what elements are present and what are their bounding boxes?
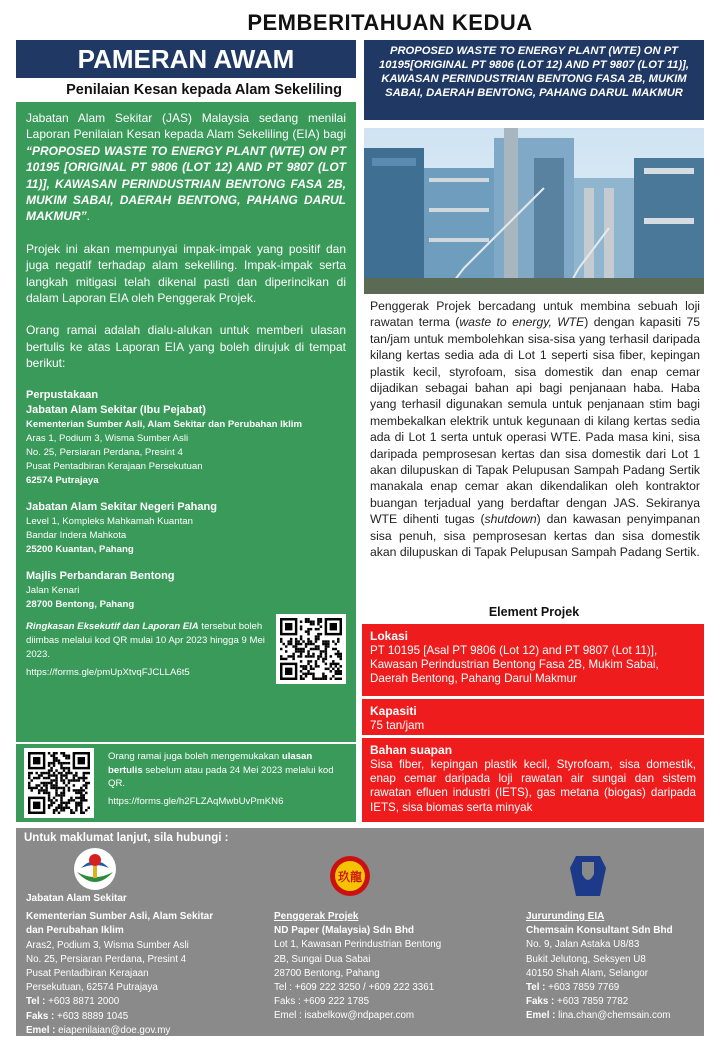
report-qr-code[interactable] [276,614,346,684]
info-panel [16,102,356,742]
comment-panel: Orang ramai juga boleh mengemukakan ulasan bertulis sebelum atau pada 24 Mei 2023 melalui kod QR. https://forms.gle/h2FLZAqMwbUvPmKN6 [16,742,356,822]
project-title-box: PROPOSED WASTE TO ENERGY PLANT (WTE) ON PT 10195[ORIGINAL PT 9806 (LOT 12) AND PT 9807 (LOT 11)], KAWASAN PERINDUSTRIAN BENTONG FASA 2B, MUKIM SABAI, DAERAH BENTONG, PAHANG DARUL MAKMUR [364,40,704,120]
chemsain-logo-icon [568,854,608,903]
location-library: Perpustakaan Jabatan Alam Sekitar (Ibu Pejabat) Kementerian Sumber Asli, Alam Sekitar dan Perubahan Iklim Aras 1, Podium 3, Wisma Sumber Asli No. 25, Persiaran Perdana, Presint 4 Pusat Pentadbiran Kerajaan Persekutuan 62574 Putrajaya [26,388,302,486]
element-heading: Element Projek [488,605,580,619]
intro-paragraph: Jabatan Alam Sekitar (JAS) Malaysia sedang menilai Laporan Penilaian Kesan kepada Alam Sekeliling (EIA) bagi “PROPOSED WASTE TO ENERGY PLANT (WTE) ON PT 10195 [ORIGINAL PT 9806 (LOT 12) AND PT 9807 (LOT 11)], KAWASAN PERINDUSTRIAN BENTONG FASA 2B, MUKIM SABAI, DAERAH BENTONG, PAHANG DARUL MAKMUR”. [26,111,346,224]
qr-report-section: Ringkasan Eksekutif dan Laporan EIA tersebut boleh diimbas melalui kod QR mulai 10 Apr 2023 hingga 9 Mei 2023. https://forms.gle/pmUpXtvqFJCLLA6t5 [26,620,346,692]
contact-footer [16,828,704,1036]
ndpaper-logo-icon [328,854,372,903]
notice-title: PEMBERITAHUAN KEDUA [247,10,533,35]
consultant-email[interactable]: lina.chan@chemsain.com [555,1010,671,1022]
impact-paragraph: Projek ini akan mempunyai impak-impak yang positif dan juga negatif terhadap alam sekeliling. Impak-impak serta langkah mitigasi telah dikenal pasti dan diperincikan di dalam Laporan EIA oleh Penggerak Projek. [26,241,346,306]
proponent-email[interactable]: Emel : isabelkow@ndpaper.com [274,1010,415,1022]
project-name: “PROPOSED WASTE TO ENERGY PLANT (WTE) ON PT 10195 [ORIGINAL PT 9806 (LOT 12) AND PT 9807 (LOT 11)], KAWASAN PERINDUSTRIAN BENTONG FASA 2B, MUKIM SABAI, DAERAH BENTONG, PAHANG DARUL MAKMUR” [26,143,346,224]
bahan-suapan-box: Bahan suapan Sisa fiber, kepingan plastik kecil, Styrofoam, sisa domestik, enap cemar daripada loji rawatan air sungai dan sistem rawatan efluen industri (IETS), gas metana (biogas) daripada IETS, sisa biomas serta minyak [362,738,704,822]
eia-subheading: Penilaian Kesan kepada Alam Sekeliling [66,82,342,98]
comment-qr-code[interactable] [24,748,94,818]
jas-email[interactable]: eiapenilaian@doe.gov.my [55,1024,171,1036]
kapasiti-box: Kapasiti 75 tan/jam [362,699,704,735]
invite-paragraph: Orang ramai adalah dialu-alukan untuk memberi ulasan bertulis ke atas Laporan EIA yang boleh dirujuk di tempat berikut: [26,323,346,371]
lokasi-box: Lokasi PT 10195 [Asal PT 9806 (Lot 12) and PT 9807 (Lot 11)], Kawasan Perindustrian Bentong Fasa 2B, Mukim Sabai, Daerah Bentong, Pahang Darul Makmur [362,624,704,696]
comment-form-link[interactable]: https://forms.gle/h2FLZAqMwbUvPmKN6 [108,796,284,807]
jas-logo-icon [72,846,118,897]
contact-proponent: Penggerak Projek ND Paper (Malaysia) Sdn Bhd Lot 1, Kawasan Perindustrian Bentong 2B, Sungai Dua Sabai 28700 Bentong, Pahang Tel : +609 222 3250 / +609 222 3361 Faks : +609 222 1785 Emel : isabelkow@ndpaper.com [274,910,484,1024]
exhibition-banner: PAMERAN AWAM [16,40,356,78]
report-form-link[interactable]: https://forms.gle/pmUpXtvqFJCLLA6t5 [26,666,190,678]
location-mpb: Majlis Perbandaran Bentong Jalan Kenari 28700 Bentong, Pahang [26,569,175,610]
plant-photo [364,128,704,294]
contact-jas: Jabatan Alam Sekitar Kementerian Sumber Asli, Alam Sekitar dan Perubahan Iklim Aras2, Podium 3, Wisma Sumber Asli No. 25, Persiaran Perdana, Presint 4 Pusat Pentadbiran Kerajaan Persekutuan, 62574 Putrajaya Tel : +603 8871 2000 Faks : +603 8889 1045 Emel : eiapenilaian@doe.gov.my [26,893,214,1036]
contact-heading: Untuk maklumat lanjut, sila hubungi : [24,832,229,844]
project-description: Penggerak Projek bercadang untuk membina sebuah loji rawatan terma (waste to energy, WTE) dengan kapasiti 75 tan/jam untuk membolehkan sisa-sisa yang terhasil daripada kilang kertas sedia ada di Lot 1 seperti sisa fiber, kepingan plastik kecil, styrofoam, sisa domestik dan enap cemar dijadikan sebagai bahan api bagi penjanaan haba. Haba yang terhasil digunakan semula untuk penjanaan stim bagi membekalkan elektrik untuk kegunaan di kilang kertas sedia ada di Lot 1 serta untuk operasi WTE. Pada masa kini, sisa daripada pemprosesan kertas dan sisa domestik dari Lot 1 akan dilupuskan di Tapak Pelupusan Sampah Padang Sertik manakala enap cemar akan dikendalikan oleh kontraktor buangan terjadual yang berdaftar dengan JAS. Sekiranya WTE dihenti tugas (shutdown) dan kawasan penyimpanan sisa penuh, sisa pemprosesan kertas dan sisa domestik akan dilupuskan di Tapak Pelupusan Sampah Padang Sertik. [370,299,701,560]
contact-consultant: Jururunding EIA Chemsain Konsultant Sdn Bhd No. 9, Jalan Astaka U8/83 Bukit Jelutong, Seksyen U8 40150 Shah Alam, Selangor Tel : +603 7859 7769 Faks : +603 7859 7782 Emel : lina.chan@chemsain.com [526,911,673,1022]
location-jas-pahang: Jabatan Alam Sekitar Negeri Pahang Level 1, Kompleks Mahkamah Kuantan Bandar Indera Mahkota 25200 Kuantan, Pahang [26,500,217,555]
svg-text:玖龍: 玖龍 [337,870,363,884]
